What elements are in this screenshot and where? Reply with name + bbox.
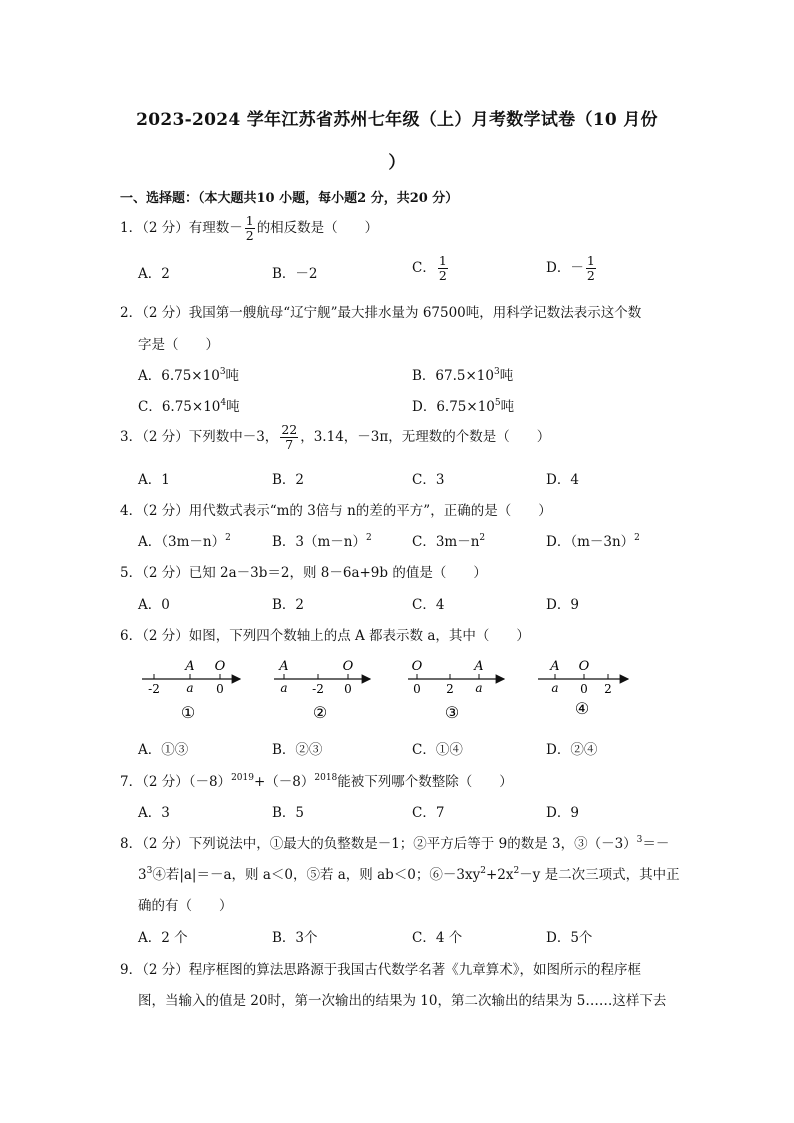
option-a: A．0 <box>138 597 170 613</box>
fraction-denominator: 7 <box>285 437 294 452</box>
point-label: A <box>185 659 195 674</box>
option-b: B．－2 <box>272 266 318 282</box>
option-d: D．②④ <box>546 742 598 758</box>
question-8-continued <box>138 863 680 883</box>
exponent: 2 <box>225 533 231 543</box>
exponent: 2018 <box>314 773 338 783</box>
option-b-text: B．3（m－n） <box>272 534 367 550</box>
option-a-text: A．6.75×10 <box>138 368 220 384</box>
question-8-text-end: ＝－ <box>642 836 670 852</box>
tick-label: -2 <box>312 682 324 696</box>
number-line-2 <box>274 659 370 722</box>
tick-label: a <box>551 681 559 695</box>
fraction-denominator: 2 <box>438 268 447 283</box>
question-7 <box>120 770 513 790</box>
option-a: A．2 个 <box>138 930 188 946</box>
option-d: D．9 <box>546 805 579 821</box>
fraction <box>586 254 596 283</box>
option-b <box>272 530 372 550</box>
question-9-continued: 图，当输入的值是 20时，第一次输出的结果为 10，第二次输出的结果为 5……这样下去 <box>138 993 667 1009</box>
tick-label: 0 <box>344 682 352 696</box>
option-a-text: A．（3m－n） <box>138 534 226 550</box>
option-d-text: D．6.75×10 <box>412 399 495 415</box>
question-5: 5．（2 分）已知 2a－3b＝2，则 8－6a+9b 的值是（ ） <box>120 565 487 581</box>
option-d <box>546 254 598 283</box>
exponent: 3 <box>493 367 500 377</box>
option-b: B．5 <box>272 805 305 821</box>
option-c <box>138 395 240 415</box>
tick-label: a <box>186 681 194 695</box>
option-c: C．3 <box>412 472 445 488</box>
option-b: B．②③ <box>272 742 323 758</box>
tick-label: 2 <box>604 682 612 696</box>
fraction-denominator: 2 <box>245 228 254 243</box>
option-a: A．3 <box>138 805 170 821</box>
point-label: A <box>550 659 560 674</box>
point-label: A <box>279 659 289 674</box>
question-3-text-end: ，3.14，－3π，无理数的个数是（ ） <box>300 429 551 445</box>
option-b: B．2 <box>272 472 305 488</box>
fraction-denominator: 2 <box>586 268 595 283</box>
tick-label: 0 <box>216 682 224 696</box>
option-a <box>138 364 239 384</box>
option-d <box>546 530 640 550</box>
tick-label: 2 <box>446 682 454 696</box>
option-b: B．2 <box>272 597 305 613</box>
exponent: 5 <box>494 398 501 408</box>
unit: 吨 <box>226 399 240 415</box>
fraction <box>438 254 448 283</box>
tick-label: 0 <box>413 682 421 696</box>
figure-number: ④ <box>574 699 590 718</box>
fraction <box>245 214 255 243</box>
exponent: 2 <box>513 866 520 876</box>
option-d: D．5个 <box>546 930 593 946</box>
question-8 <box>120 832 669 852</box>
question-7-text-mid: +（－8） <box>253 774 315 790</box>
exponent: 2 <box>366 533 372 543</box>
exponent: 4 <box>220 398 227 408</box>
fraction <box>280 423 298 452</box>
option-b <box>412 364 513 384</box>
figure-number: ① <box>180 703 196 722</box>
option-d <box>412 395 514 415</box>
option-c: C．7 <box>412 805 445 821</box>
option-c: C．①④ <box>412 742 463 758</box>
question-8-text: +2x <box>485 867 514 883</box>
exponent: 3 <box>219 367 226 377</box>
question-2-continued: 字是（ ） <box>138 337 219 353</box>
question-7-text-end: 能被下列哪个数整除（ ） <box>337 774 513 790</box>
fraction-numerator: 1 <box>438 253 447 268</box>
tick-label: -2 <box>148 682 160 696</box>
tick-label: a <box>280 681 288 695</box>
tick-label: a <box>475 681 483 695</box>
point-label: O <box>578 659 590 674</box>
question-9: 9．（2 分）程序框图的算法思路源于我国古代数学名著《九章算术》，如图所示的程序框 <box>120 962 641 978</box>
fraction-numerator: 22 <box>281 422 298 437</box>
question-8-text: ④若|a|＝－a，则 a＜0，⑤若 a，则 ab＜0；⑥－3xy <box>152 867 481 883</box>
exponent: 2 <box>479 533 486 543</box>
option-a: A．①③ <box>138 742 189 758</box>
question-8-text: 8．（2 分）下列说法中，①最大的负整数是－1；②平方后等于 9的数是 3，③（－3） <box>120 836 637 852</box>
option-c <box>412 254 450 283</box>
unit: 吨 <box>225 368 240 384</box>
point-label: O <box>342 659 354 674</box>
option-d-text: D．（m－3n） <box>546 534 635 550</box>
figure-number: ② <box>312 703 328 722</box>
point-label: O <box>214 659 226 674</box>
exponent: 3 <box>146 866 153 876</box>
point-label: O <box>411 659 423 674</box>
number-line-4 <box>538 659 628 718</box>
fraction-numerator: 1 <box>245 213 254 228</box>
option-b-text: B．67.5×10 <box>412 368 494 384</box>
exponent: 2 <box>480 866 486 876</box>
option-a: A．2 <box>138 266 170 282</box>
exponent: 2019 <box>231 773 254 783</box>
number-lines-figure <box>130 652 640 724</box>
question-3-text: 3．（2 分）下列数中－3， <box>120 429 279 445</box>
option-c <box>412 530 485 550</box>
question-3 <box>120 423 550 452</box>
question-7-text: 7．（2 分）（－8） <box>120 774 232 790</box>
question-4: 4．（2 分）用代数式表示“m的 3倍与 n的差的平方”，正确的是（ ） <box>120 503 552 519</box>
option-d: D．9 <box>546 597 579 613</box>
point-label: A <box>474 659 484 674</box>
page-title: 2023-2024 学年江苏省苏州七年级（上）月考数学试卷（10 月份 <box>136 110 658 130</box>
unit: 吨 <box>499 368 514 384</box>
tick-label: 0 <box>580 682 588 696</box>
question-1 <box>120 214 378 243</box>
section-heading: 一、选择题：（本大题共10 小题，每小题2 分，共20 分） <box>120 191 459 206</box>
figure-number: ③ <box>444 703 460 722</box>
page-title-continued: ） <box>388 153 406 173</box>
exponent: 2 <box>634 533 640 543</box>
option-c-text: C．6.75×10 <box>138 399 221 415</box>
option-d-label: D．－ <box>546 260 584 276</box>
question-1-text-end: 的相反数是（ ） <box>256 220 379 236</box>
option-b: B．3个 <box>272 930 318 946</box>
option-c-label: C． <box>412 260 436 276</box>
question-8-text: －y 是二次三项式，其中正 <box>519 867 680 883</box>
question-1-text: 1．（2 分）有理数－ <box>120 220 243 236</box>
option-c-text: C．3m－n <box>412 534 480 550</box>
question-2: 2．（2 分）我国第一艘航母“辽宁舰”最大排水量为 67500吨，用科学记数法表示这个数 <box>120 305 642 321</box>
question-6: 6．（2 分）如图，下列四个数轴上的点 A 都表示数 a，其中（ ） <box>120 628 530 644</box>
number-line-1 <box>142 659 240 722</box>
option-c: C．4 <box>412 597 445 613</box>
option-c: C．4 个 <box>412 930 463 946</box>
number-line-3 <box>408 659 504 722</box>
unit: 吨 <box>500 399 515 415</box>
fraction-numerator: 1 <box>586 253 595 268</box>
option-d: D．4 <box>546 472 579 488</box>
question-8-text: 3 <box>138 867 147 883</box>
option-a: A．1 <box>138 472 170 488</box>
option-a <box>138 530 231 550</box>
exponent: 3 <box>636 835 643 845</box>
question-8-continued-2: 确的有（ ） <box>138 898 233 914</box>
